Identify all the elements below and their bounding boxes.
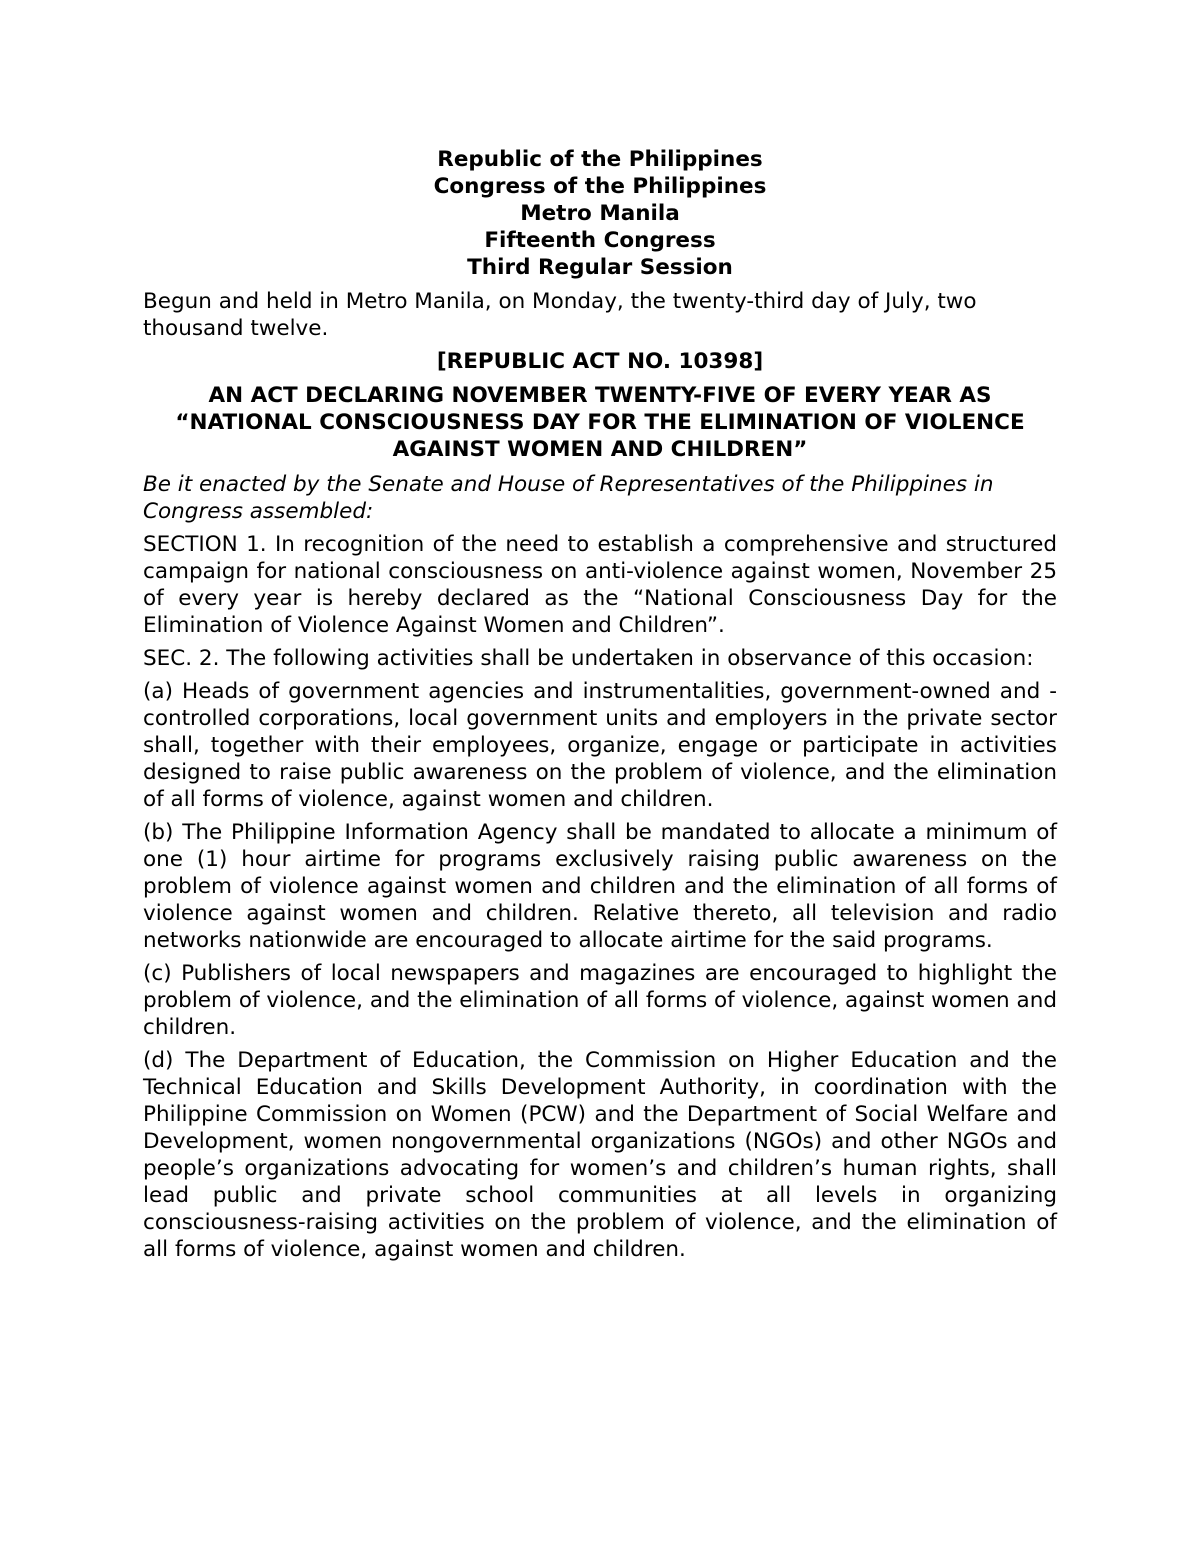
preamble-text: Begun and held in Metro Manila, on Monday, the twenty-third day of July, two thousand twelve.	[143, 289, 977, 341]
document-page	[143, 146, 1057, 1269]
section-2-item-b: (b) The Philippine Information Agency shall be mandated to allocate a minimum of one (1) hour airtime for programs exclusively raising public awareness on the problem of violence against women and children and the elimination of all forms of violence against women and children. Relative thereto, all television and radio networks nationwide are encouraged to allocate airtime for the said programs.	[143, 820, 1057, 953]
section-2: SEC. 2. The following activities shall be undertaken in observance of this occasion:	[143, 646, 1034, 671]
act-title: AN ACT DECLARING NOVEMBER TWENTY-FIVE OF EVERY YEAR AS “NATIONAL CONSCIOUSNESS DAY FOR THE ELIMINATION OF VIOLENCE AGAINST WOMEN AND CHILDREN”	[175, 383, 1025, 462]
section-2-item-d: (d) The Department of Education, the Commission on Higher Education and the Technical Education and Skills Development Authority, in coordination with the Philippine Commission on Women (PCW) and the Department of Social Welfare and Development, women nongovernmental organizations (NGOs) and other NGOs and people’s organizations advocating for women’s and children’s human rights, shall lead public and private school communities at all levels in organizing consciousness-raising activities on the problem of violence, and the elimination of all forms of violence, against women and children.	[143, 1048, 1057, 1262]
enacting-clause: Be it enacted by the Senate and House of Representatives of the Philippines in Congress assembled:	[143, 472, 994, 524]
act-number: [REPUBLIC ACT NO. 10398]	[436, 349, 764, 374]
header-congress: Congress of the Philippines	[433, 174, 767, 199]
section-2-item-a: (a) Heads of government agencies and instrumentalities, government-owned and -controlled corporations, local government units and employers in the private sector shall, together with their employees, organize, engage or participate in activities designed to raise public awareness on the problem of violence, and the elimination of all forms of violence, against women and children.	[143, 679, 1057, 812]
header-country: Republic of the Philippines	[437, 147, 763, 172]
header-congress-number: Fifteenth Congress	[484, 228, 716, 253]
section-2-item-c: (c) Publishers of local newspapers and magazines are encouraged to highlight the problem of violence, and the elimination of all forms of violence, against women and children.	[143, 961, 1057, 1040]
header-session: Third Regular Session	[467, 255, 733, 280]
document-header	[143, 146, 1057, 281]
header-location: Metro Manila	[520, 201, 680, 226]
section-1: SECTION 1. In recognition of the need to establish a comprehensive and structured campaign for national consciousness on anti-violence against women, November 25 of every year is hereby declared as the “National Consciousness Day for the Elimination of Violence Against Women and Children”.	[143, 532, 1057, 638]
